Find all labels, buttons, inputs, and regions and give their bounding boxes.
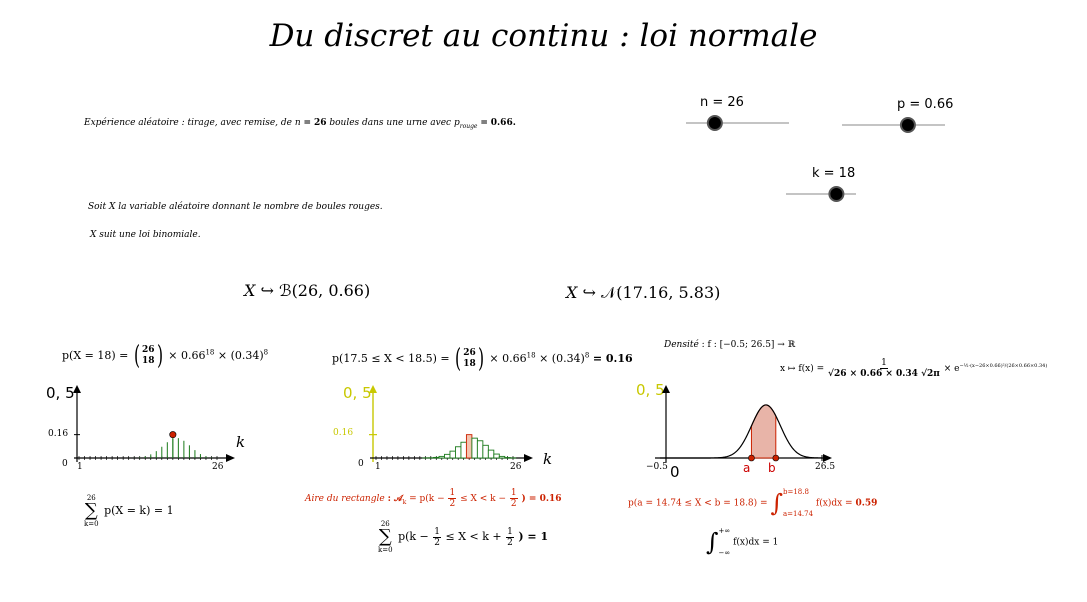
panel2-bar bbox=[483, 445, 488, 458]
panel3-fx bbox=[780, 358, 1047, 379]
aire-label: Aire du rectangle bbox=[305, 494, 385, 504]
panel2-xmin: 1 bbox=[375, 462, 381, 472]
panel2-sum bbox=[378, 520, 548, 554]
panel2-bar bbox=[494, 454, 499, 458]
panel1-xmin: 1 bbox=[77, 462, 83, 472]
panel2-formula-lhs: p(17.5 ≤ X < 18.5) = bbox=[332, 352, 450, 365]
fx-exp: −½·(x−26×0.66)²/(26×0.66×0.34) bbox=[959, 363, 1048, 369]
panel3-densite bbox=[664, 340, 795, 350]
panel2-xlabel: k bbox=[543, 450, 553, 468]
panel1-ytick: 0.16 bbox=[48, 429, 69, 439]
panel3-ylabel: 0, 5 bbox=[636, 381, 665, 399]
slider-n-knob[interactable] bbox=[708, 116, 722, 130]
panel3-b-label: b bbox=[768, 461, 776, 475]
panel2-y-arrow bbox=[369, 385, 377, 393]
half-num-4: 1 bbox=[507, 526, 513, 537]
total-body: f(x)dx = 1 bbox=[733, 537, 779, 548]
panel1-sum-body: p(X = k) = 1 bbox=[104, 504, 174, 517]
panel2-sum-bottom: k=0 bbox=[378, 546, 393, 554]
panel2-formula bbox=[332, 346, 633, 372]
panel2-bar bbox=[450, 451, 455, 458]
law-binomial-lhs: X bbox=[244, 281, 256, 300]
panel2-chart bbox=[360, 380, 540, 470]
slider-n-label: n = 26 bbox=[700, 95, 744, 110]
panel2-sum-a: p(k − bbox=[398, 530, 429, 543]
int-bottom: a=14.74 bbox=[782, 510, 814, 518]
experiment-sentence: Expérience aléatoire : tirage, avec remise, de n = 26 boules dans une urne avec $p_{rouge} = 0.66$. bbox=[84, 118, 516, 130]
half-den-4: 2 bbox=[507, 537, 513, 548]
panel2-bar bbox=[445, 454, 450, 458]
panel3-y-arrow bbox=[662, 385, 670, 393]
panel3-chart bbox=[660, 380, 835, 470]
panel2-bar bbox=[439, 456, 444, 458]
p-value: 0.66. bbox=[490, 118, 516, 128]
aire-sub: k bbox=[402, 498, 407, 506]
aire-formula-b: = p(k − bbox=[409, 494, 445, 504]
panel2-ylabel: 0, 5 bbox=[343, 384, 372, 402]
panel2-sum-c: ) = 1 bbox=[518, 530, 549, 543]
panel1-ylabel: 0, 5 bbox=[46, 384, 75, 402]
half-fraction-3 bbox=[433, 527, 441, 548]
panel1-xmax: 26 bbox=[212, 462, 224, 472]
law-normal-value: 𝒩(17.16, 5.83) bbox=[600, 283, 721, 302]
experiment-text: : tirage, avec remise, de bbox=[181, 118, 292, 128]
panel3-x-arrow bbox=[823, 454, 832, 462]
half-fraction-2 bbox=[510, 488, 518, 509]
p-variable: p bbox=[453, 118, 460, 128]
prob-val: 0.59 bbox=[855, 498, 878, 509]
int-top: b=18.8 bbox=[782, 488, 809, 496]
panel2-bar bbox=[461, 442, 466, 458]
total-top: +∞ bbox=[718, 527, 731, 535]
panel2-bar bbox=[477, 441, 482, 458]
half-num-2: 1 bbox=[510, 488, 517, 498]
p-subscript: rouge bbox=[459, 122, 478, 130]
panel3-shaded-area bbox=[751, 405, 775, 458]
panel2-formula-end: = 0.16 bbox=[592, 352, 633, 365]
panel1-origin: 0 bbox=[62, 459, 68, 469]
panel3-prob bbox=[628, 488, 877, 518]
slider-k-knob[interactable] bbox=[829, 187, 843, 201]
aire-formula-d: ) = 0.16 bbox=[521, 494, 562, 504]
panel3-a-label: a bbox=[743, 461, 751, 475]
equals-sign: = bbox=[303, 118, 312, 128]
panel1-exp2: 8 bbox=[263, 348, 269, 357]
panel2-formula-rest: × 0.66 bbox=[489, 352, 527, 365]
panel2-x-arrow bbox=[524, 454, 533, 462]
panel2-exp1: 18 bbox=[526, 351, 536, 360]
panel1-x-arrow bbox=[226, 454, 235, 462]
prob-b: f(x)dx = bbox=[815, 498, 853, 509]
sum-icon-2: 26 ∑ k=0 bbox=[378, 520, 393, 554]
slider-p-knob[interactable] bbox=[901, 118, 915, 132]
total-bottom: −∞ bbox=[718, 549, 731, 557]
panel2-aire bbox=[305, 488, 562, 509]
law-normal-lhs: X bbox=[566, 283, 578, 302]
panel2-exp2: 8 bbox=[584, 351, 590, 360]
panel1-y-arrow bbox=[73, 385, 81, 393]
panel3-xmax: 26.5 bbox=[815, 462, 836, 472]
panel2-bar bbox=[488, 450, 493, 458]
law-binomial-arrow: ↪ bbox=[260, 281, 274, 300]
half-num: 1 bbox=[449, 488, 456, 498]
half-num-3: 1 bbox=[434, 526, 441, 537]
panel3-point-b bbox=[773, 455, 779, 461]
panel1-xlabel: k bbox=[236, 433, 246, 451]
slider-n[interactable] bbox=[686, 115, 796, 131]
panel2-bar bbox=[472, 438, 477, 458]
panel3-xmin: −0.5 bbox=[646, 462, 668, 472]
panel1-exp1: 18 bbox=[205, 348, 215, 357]
panel2-bar bbox=[434, 457, 439, 458]
panel3-origin: 0 bbox=[670, 463, 680, 481]
panel2-sum-b: ≤ X < k + bbox=[445, 530, 502, 543]
integral-icon-2: ∫ +∞ −∞ bbox=[706, 527, 731, 557]
law-binomial bbox=[244, 281, 370, 300]
slider-k[interactable] bbox=[786, 186, 866, 202]
law-normal-arrow: ↪ bbox=[582, 283, 596, 302]
panel2-binomial: ( 26 18 ) bbox=[455, 344, 484, 374]
aire-formula-a: : 𝒜 bbox=[387, 494, 403, 504]
fx-times: × e bbox=[943, 364, 960, 374]
slider-p-label: p = 0.66 bbox=[897, 97, 954, 112]
panel2-bar bbox=[499, 456, 504, 458]
half-den-3: 2 bbox=[434, 537, 441, 548]
densite-text: : f : [−0.5; 26.5] → ℝ bbox=[701, 340, 796, 350]
page-title: Du discret au continu : loi normale bbox=[269, 18, 818, 54]
panel3-point-a bbox=[748, 455, 754, 461]
half-den-2: 2 bbox=[510, 499, 517, 509]
densite-label: Densité bbox=[664, 340, 699, 350]
panel2-origin: 0 bbox=[358, 459, 364, 469]
panel3-density-curve bbox=[660, 405, 822, 458]
sum-icon: 26 ∑ k=0 bbox=[84, 494, 99, 528]
law-binomial-value: ℬ(26, 0.66) bbox=[278, 281, 371, 300]
suit-line: X suit une loi binomiale. bbox=[90, 230, 201, 240]
slider-k-label: k = 18 bbox=[812, 166, 856, 181]
panel2-binom-top: 26 bbox=[463, 348, 476, 358]
panel1-binom-top: 26 bbox=[142, 345, 155, 355]
panel1-sum bbox=[84, 494, 174, 528]
panel3-total bbox=[706, 527, 778, 557]
panel1-binom-bottom: 18 bbox=[142, 356, 155, 366]
panel2-xmax: 26 bbox=[510, 462, 522, 472]
half-fraction-4 bbox=[506, 527, 514, 548]
fx-num: 1 bbox=[881, 358, 887, 368]
panel1-highlight-point bbox=[170, 431, 176, 437]
panel2-bar bbox=[455, 447, 460, 458]
slider-p[interactable] bbox=[842, 117, 952, 133]
aire-formula-c: ≤ X < k − bbox=[460, 494, 507, 504]
panel1-sum-bottom: k=0 bbox=[84, 520, 99, 528]
panel1-formula-rest2: × (0.34) bbox=[217, 349, 264, 362]
panel2-formula-rest2: × (0.34) bbox=[539, 352, 585, 365]
panel2-highlight-bar bbox=[466, 435, 471, 458]
panel2-sum-top: 26 bbox=[380, 520, 390, 528]
experiment-label: Expérience aléatoire bbox=[84, 118, 179, 128]
fx-lhs: x ↦ f(x) = bbox=[780, 364, 825, 374]
n-value: 26 bbox=[313, 118, 327, 128]
panel1-sum-top: 26 bbox=[86, 494, 96, 502]
panel1-formula-lhs: p(X = 18) = bbox=[62, 349, 129, 362]
law-normal bbox=[566, 283, 720, 303]
integral-icon: ∫ b=18.8 a=14.74 bbox=[770, 488, 814, 518]
fx-den: √26 × 0.66 × 0.34 √2π bbox=[828, 369, 940, 379]
panel2-binom-bottom: 18 bbox=[463, 359, 476, 369]
prob-a: p(a = 14.74 ≤ X < b = 18.8) = bbox=[628, 498, 768, 509]
half-fraction bbox=[448, 488, 456, 509]
experiment-text2: boules dans une urne avec bbox=[329, 118, 452, 128]
half-den: 2 bbox=[449, 499, 456, 509]
panel1-chart bbox=[60, 380, 240, 470]
panel2-ytick: 0.16 bbox=[333, 428, 354, 438]
fx-fraction bbox=[828, 358, 940, 379]
panel1-formula bbox=[62, 343, 268, 369]
panel1-formula-rest: × 0.66 bbox=[168, 349, 206, 362]
soit-line: Soit X la variable aléatoire donnant le nombre de boules rouges. bbox=[88, 202, 383, 212]
panel1-binomial: ( 26 18 ) bbox=[133, 341, 163, 371]
n-variable: n bbox=[294, 118, 301, 128]
